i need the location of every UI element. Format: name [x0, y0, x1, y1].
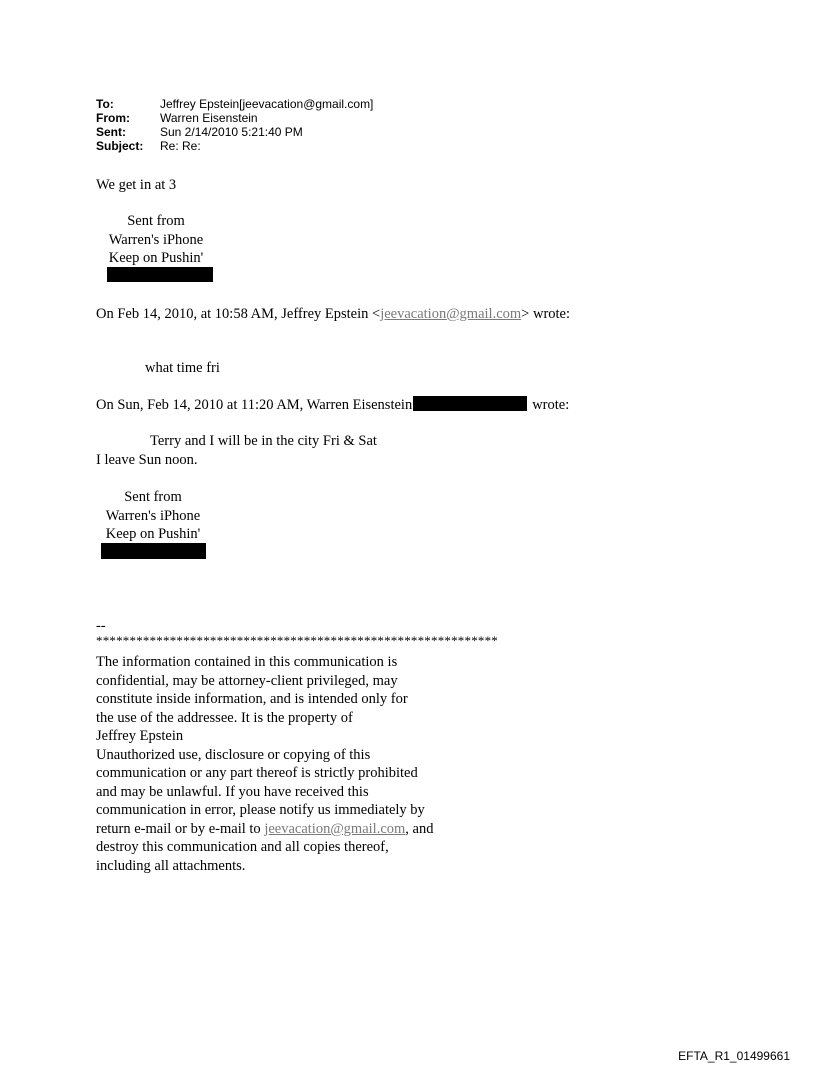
document-id: EFTA_R1_01499661 — [678, 1049, 790, 1063]
disclaimer-text: , and — [405, 820, 434, 837]
disclaimer-line: destroy this communication and all copies thereof, — [96, 839, 389, 855]
disclaimer-line: constitute inside information, and is intended only for — [96, 691, 408, 707]
to-row — [96, 97, 373, 111]
to-value: Jeffrey Epstein[jeevacation@gmail.com] — [160, 97, 374, 111]
disclaimer-line: confidential, may be attorney-client privileged, may — [96, 672, 398, 689]
disclaimer-line: including all attachments. — [96, 857, 246, 874]
signature-1 — [96, 212, 216, 268]
from-row — [96, 111, 373, 125]
quote-header-2 — [96, 396, 569, 415]
disclaimer-line: Jeffrey Epstein — [96, 728, 184, 744]
subject-row — [96, 139, 373, 153]
message-line: We get in at 3 — [96, 177, 177, 193]
reply-line: I leave Sun noon. — [96, 452, 198, 468]
dash-separator: -- — [96, 618, 106, 634]
quote-prefix: On Sun, Feb 14, 2010 at 11:20 AM, Warren Eisenstein — [96, 397, 413, 413]
email-link[interactable]: jeevacation@gmail.com — [264, 820, 406, 837]
to-label: To: — [96, 97, 114, 111]
reply-line: Terry and I will be in the city Fri & Sat — [150, 433, 377, 449]
signature-2 — [93, 488, 213, 544]
sig-line: Keep on Pushin' — [108, 250, 204, 266]
disclaimer-line: Unauthorized use, disclosure or copying of this — [96, 746, 371, 763]
sent-row — [96, 125, 373, 139]
disclaimer-line — [96, 820, 496, 839]
disclaimer-line: communication or any part thereof is strictly prohibited — [96, 765, 418, 781]
disclaimer-text: return e-mail or by e-mail to — [96, 820, 265, 837]
sig-line: Keep on Pushin' — [105, 526, 201, 542]
subject-label: Subject: — [96, 139, 144, 153]
from-label: From: — [96, 111, 130, 125]
star-separator: ************************************************************ — [96, 633, 498, 648]
redaction-block — [107, 267, 213, 282]
disclaimer-line: the use of the addressee. It is the property of — [96, 709, 353, 726]
disclaimer-line: and may be unlawful. If you have received this — [96, 783, 369, 800]
from-value: Warren Eisenstein — [160, 111, 258, 125]
sent-value: Sun 2/14/2010 5:21:40 PM — [160, 125, 303, 139]
redaction-block — [413, 396, 527, 411]
reply-line: what time fri — [145, 360, 220, 376]
disclaimer-line: communication in error, please notify us immediately by — [96, 802, 425, 818]
quote-suffix: wrote: — [532, 397, 570, 413]
quote-suffix: > wrote: — [521, 306, 571, 322]
disclaimer-line: The information contained in this communication is — [96, 654, 398, 670]
email-link[interactable]: jeevacation@gmail.com — [380, 306, 522, 322]
email-header — [96, 97, 373, 153]
disclaimer — [96, 653, 496, 875]
subject-value: Re: Re: — [160, 139, 201, 153]
sent-label: Sent: — [96, 125, 126, 139]
sig-line: Warren's iPhone — [108, 231, 204, 248]
redaction-block — [101, 543, 206, 559]
sig-line: Warren's iPhone — [105, 507, 201, 524]
quote-prefix: On Feb 14, 2010, at 10:58 AM, Jeffrey Epstein < — [96, 306, 381, 322]
sig-line: Sent from — [127, 213, 185, 229]
quote-header-1 — [96, 305, 570, 324]
sig-line: Sent from — [124, 489, 182, 505]
